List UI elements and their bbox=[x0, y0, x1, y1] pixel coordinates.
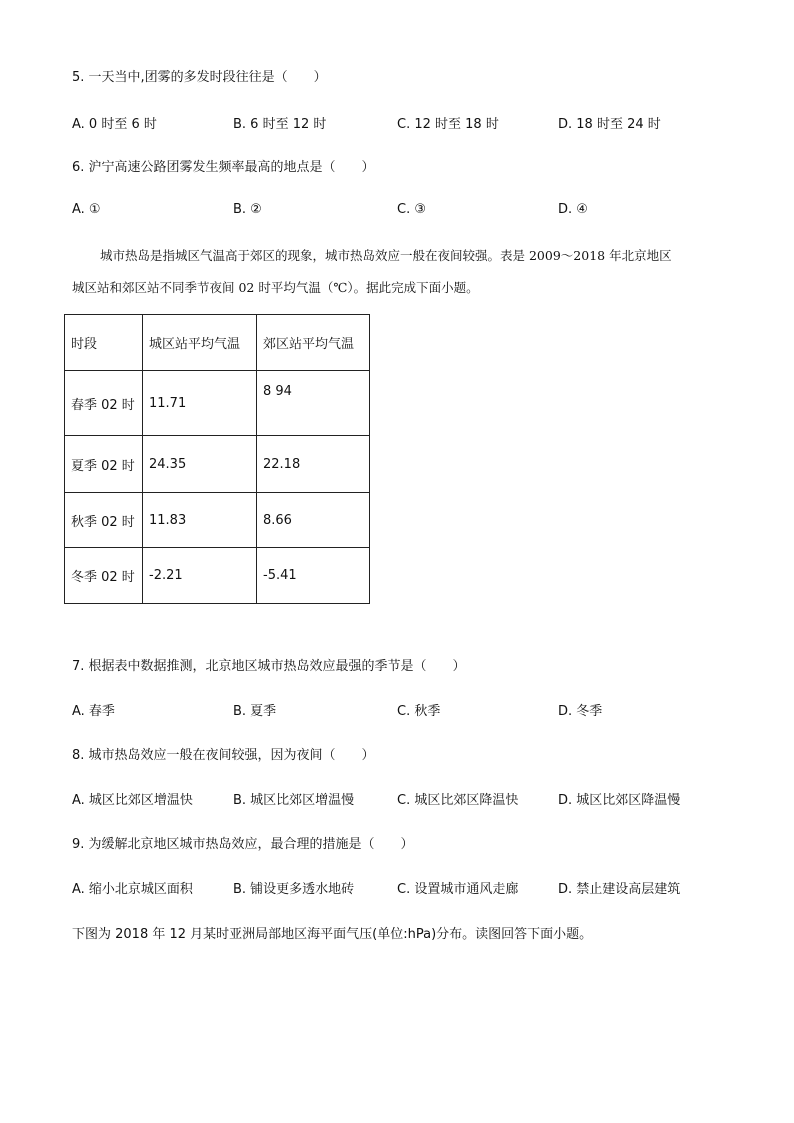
table-cell-urban: 11.83 bbox=[143, 493, 257, 548]
table-cell-urban: -2.21 bbox=[143, 548, 257, 604]
table-header-cell: 时段 bbox=[65, 315, 143, 371]
question-5-stem: 5. 一天当中,团雾的多发时段往往是（ ） bbox=[72, 70, 327, 85]
temperature-table bbox=[64, 314, 370, 604]
question-6-option-d: D. ④ bbox=[558, 202, 588, 217]
question-5-option-b: B. 6 时至 12 时 bbox=[233, 117, 327, 132]
table-cell-suburban bbox=[257, 371, 370, 436]
table-row bbox=[65, 548, 370, 604]
table-cell-suburban: -5.41 bbox=[257, 548, 370, 604]
question-6-stem: 6. 沪宁高速公路团雾发生频率最高的地点是（ ） bbox=[72, 160, 375, 175]
table-row bbox=[65, 493, 370, 548]
table-cell-suburban: 8.66 bbox=[257, 493, 370, 548]
question-8-option-a: A. 城区比郊区增温快 bbox=[72, 793, 193, 808]
question-5-option-d: D. 18 时至 24 时 bbox=[558, 117, 661, 132]
question-8-option-d: D. 城区比郊区降温慢 bbox=[558, 793, 681, 808]
question-5-option-a: A. 0 时至 6 时 bbox=[72, 117, 157, 132]
next-section-intro: 下图为 2018 年 12 月某时亚洲局部地区海平面气压(单位:hPa)分布。读图回答下面小题。 bbox=[72, 927, 593, 942]
table-header-cell: 城区站平均气温 bbox=[143, 315, 257, 371]
intro-line-1: 城市热岛是指城区气温高于郊区的现象，城市热岛效应一般在夜间较强。表是 2009～2018 年北京地区 bbox=[100, 248, 672, 263]
table-cell-period: 冬季 02 时 bbox=[65, 548, 143, 604]
question-5-option-c: C. 12 时至 18 时 bbox=[397, 117, 499, 132]
question-6-option-b: B. ② bbox=[233, 202, 262, 217]
question-6-option-a: A. ① bbox=[72, 202, 101, 217]
question-9-option-c: C. 设置城市通风走廊 bbox=[397, 882, 519, 897]
question-9-option-a: A. 缩小北京城区面积 bbox=[72, 882, 193, 897]
question-9-option-d: D. 禁止建设高层建筑 bbox=[558, 882, 681, 897]
intro-line-2: 城区站和郊区站不同季节夜间 02 时平均气温（℃）。据此完成下面小题。 bbox=[72, 280, 479, 295]
question-7-stem: 7. 根据表中数据推测，北京地区城市热岛效应最强的季节是（ ） bbox=[72, 659, 466, 674]
table-cell-period: 秋季 02 时 bbox=[65, 493, 143, 548]
table-cell-urban: 11.71 bbox=[143, 371, 257, 436]
table-cell-period: 春季 02 时 bbox=[65, 371, 143, 436]
question-9-option-b: B. 铺设更多透水地砖 bbox=[233, 882, 355, 897]
table-cell-urban: 24.35 bbox=[143, 436, 257, 493]
question-9-stem: 9. 为缓解北京地区城市热岛效应，最合理的措施是（ ） bbox=[72, 837, 414, 852]
question-8-option-c: C. 城区比郊区降温快 bbox=[397, 793, 519, 808]
question-8-option-b: B. 城区比郊区增温慢 bbox=[233, 793, 355, 808]
table-cell-suburban-value: 8 94 bbox=[263, 383, 292, 399]
question-7-option-c: C. 秋季 bbox=[397, 704, 441, 719]
table-row bbox=[65, 436, 370, 493]
table-cell-period: 夏季 02 时 bbox=[65, 436, 143, 493]
table-row bbox=[65, 371, 370, 436]
question-6-option-c: C. ③ bbox=[397, 202, 426, 217]
table-header-row bbox=[65, 315, 370, 371]
question-8-stem: 8. 城市热岛效应一般在夜间较强，因为夜间（ ） bbox=[72, 748, 375, 763]
table-header-cell: 郊区站平均气温 bbox=[257, 315, 370, 371]
question-7-option-a: A. 春季 bbox=[72, 704, 115, 719]
question-7-option-b: B. 夏季 bbox=[233, 704, 277, 719]
question-7-option-d: D. 冬季 bbox=[558, 704, 603, 719]
table-cell-suburban: 22.18 bbox=[257, 436, 370, 493]
